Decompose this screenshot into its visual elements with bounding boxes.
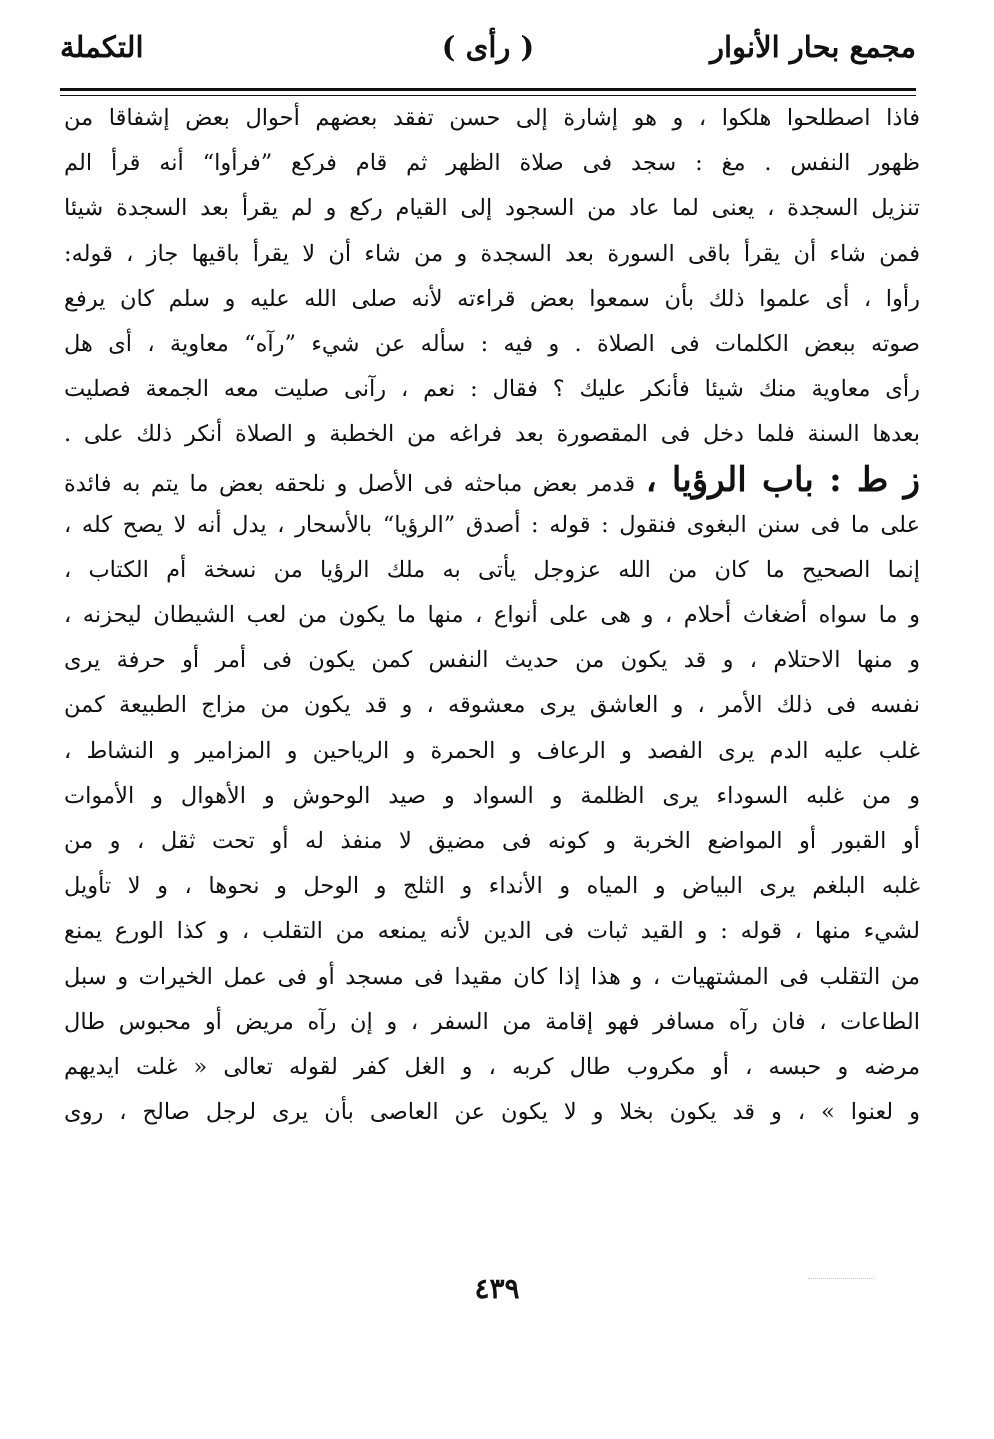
text-line-7: رأى معاوية منك شيئا فأنكر عليك ؟ فقال : نعم ، رآنى صليت معه الجمعة فصليت <box>64 376 920 403</box>
section-heading: ز ط : باب الرؤيا ، <box>645 459 920 500</box>
text-line-6: صوته ببعض الكلمات فى الصلاة . و فيه : سأله عن شيء ”رآه“ معاوية ، أى هل <box>64 330 920 357</box>
section-title: التكملة <box>60 30 144 64</box>
text-line-15: غلب عليه الدم يرى الفصد و الرعاف و الحمرة و الرياحين و المزامير و النشاط ، <box>64 737 920 764</box>
text-line-13: و منها الاحتلام ، و قد يكون من حديث النفس كمن يكون فى أمر أو حرفة يرى <box>64 647 920 674</box>
text-line-4: فمن شاء أن يقرأ باقى السورة بعد السجدة و من شاء أن لا يقرأ باقيها جاز ، قوله: <box>64 240 920 267</box>
section-heading-line <box>64 458 920 503</box>
body-text <box>64 96 920 1135</box>
text-line-11: إنما الصحيح ما كان من الله عزوجل يأتى به ملك الرؤيا من نسخة أم الكتاب ، <box>64 556 920 583</box>
book-title: مجمع بحار الأنوار <box>710 30 916 64</box>
text-line-18: غلبه البلغم يرى البياض و المياه و الأنداء و الثلج و الوحل و نحوها ، و لا تأويل <box>64 873 920 900</box>
text-line-12: و ما سواه أضغاث أحلام ، و هى على أنواع ، منها ما يكون من لعب الشيطان ليحزنه ، <box>64 602 920 629</box>
text-line-22: مرضه و حبسه ، أو مكروب طال كربه ، و الغل كفر لقوله تعالى « غلت ايديهم <box>64 1053 920 1080</box>
header-rule-thick <box>60 88 916 91</box>
section-heading-rest: قدمر بعض مباحثه فى الأصل و نلحقه بعض ما يتم به فائدة <box>64 470 636 497</box>
page-number: ٤٣٩ <box>474 1272 520 1305</box>
text-line-20: من التقلب فى المشتهيات ، و هذا إذا كان مقيدا فى مسجد أو فى عمل الخيرات و سبل <box>64 963 920 990</box>
text-line-19: لشيء منها ، قوله : و القيد ثبات فى الدين لأنه يمنعه من التقلب ، و كذا الورع يمنع <box>64 918 920 945</box>
text-line-5: رأوا ، أى علموا ذلك بأن سمعوا بعض قراءته لأنه صلى الله عليه و سلم كان يرفع <box>64 285 920 312</box>
text-line-14: نفسه فى ذلك الأمر ، و العاشق يرى معشوقه ، و قد يكون من مزاج الطبيعة كمن <box>64 692 920 719</box>
text-line-3: تنزيل السجدة ، يعنى لما عاد من السجود إلى القيام ركع و لم يقرأ بعد السجدة شيئا <box>64 195 920 222</box>
text-line-16: و من غلبه السوداء يرى الظلمة و السواد و صيد الوحوش و الأهوال و الأموات <box>64 782 920 809</box>
text-line-17: أو القبور أو المواضع الخربة و كونه فى مضيق لا منفذ له أو تحت ثقل ، و من <box>64 828 920 854</box>
page-header <box>60 22 916 82</box>
text-line-2: ظهور النفس . مغ : سجد فى صلاة الظهر ثم قام فركع ”فرأوا“ أنه قرأ الم <box>64 150 920 177</box>
text-line-21: الطاعات ، فان رآه مسافر فهو إقامة من السفر ، و إن رآه مريض أو محبوس طال <box>64 1008 920 1035</box>
entry-root-title: ( رأى ) <box>441 30 535 64</box>
text-line-10: على ما فى سنن البغوى فنقول : قوله : أصدق ”الرؤيا“ بالأسحار ، يدل أنه لا يصح كله ، <box>64 511 920 538</box>
text-line-23: و لعنوا » ، و قد يكون بخلا و لا يكون عن العاصى بأن يرى لرجل صالح ، روى <box>64 1099 920 1126</box>
text-line-8: بعدها السنة فلما دخل فى المقصورة بعد فراغه من الخطبة و الصلاة أنكر ذلك على . <box>64 421 920 448</box>
text-line-1: فاذا اصطلحوا هلكوا ، و هو إشارة إلى حسن تفقد بعضهم أحوال بعض إشفاقا من <box>64 105 920 131</box>
